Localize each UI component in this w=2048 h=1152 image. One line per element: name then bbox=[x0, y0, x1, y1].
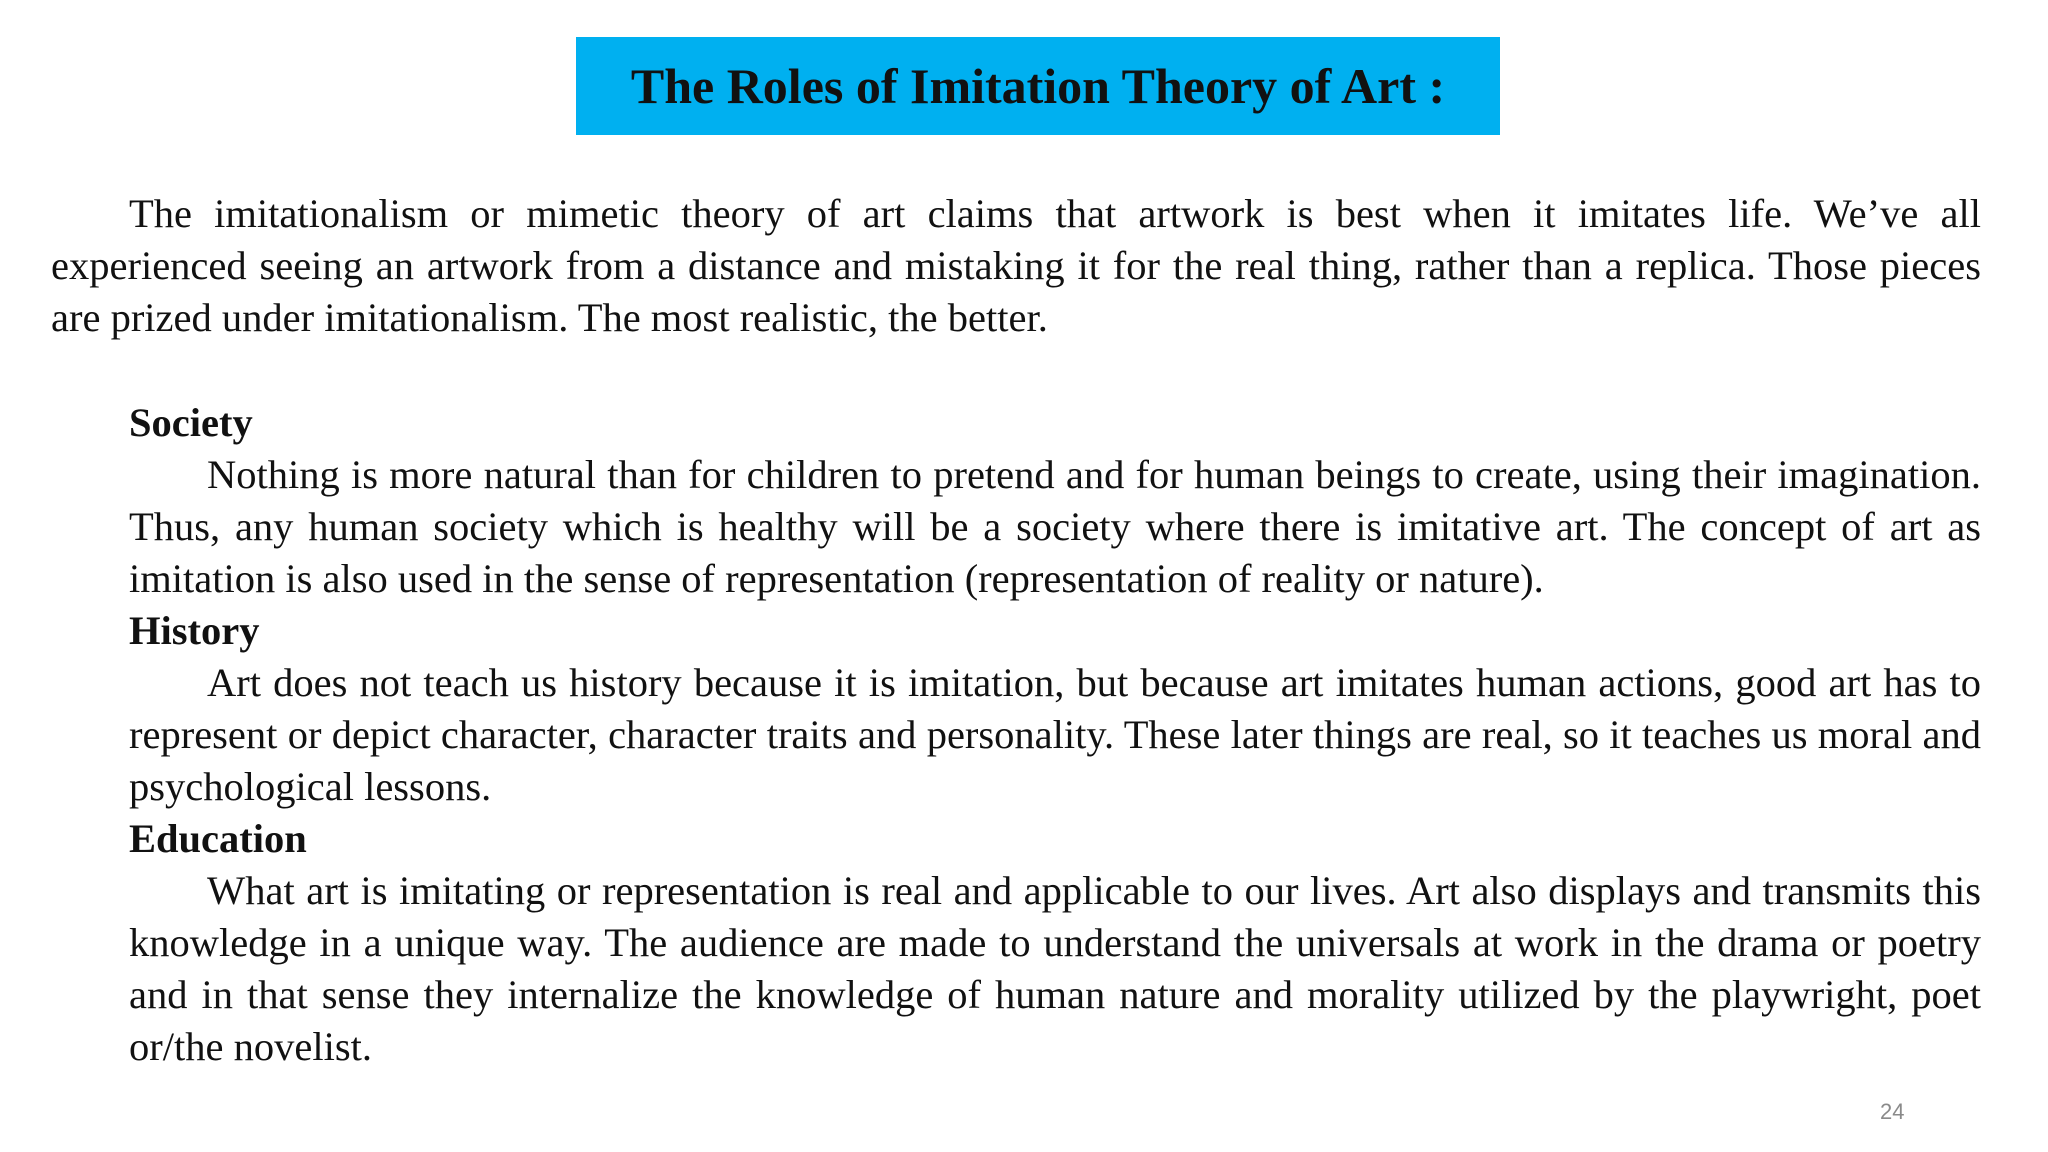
section-heading-education: Education bbox=[129, 816, 307, 861]
section-body-education: What art is imitating or representation is real and applicable to our lives. Art also displays and transmits this knowledge in a unique way. The audience are made to understand the universals at work in the drama or poetry and in that sense they internalize the knowledge of human nature and morality utilized by the playwright, poet or/the novelist. bbox=[129, 868, 1981, 1069]
slide-title: The Roles of Imitation Theory of Art : bbox=[630, 58, 1446, 114]
section-body-society: Nothing is more natural than for children to pretend and for human beings to create, using their imagination. Thus, any human society which is healthy will be a society where there is imitative art. The concept of art as imitation is also used in the sense of representation (representation of reality or nature). bbox=[129, 452, 1981, 601]
section-heading-history: History bbox=[129, 608, 260, 653]
page-number: 24 bbox=[1880, 1099, 1905, 1124]
intro-paragraph: The imitationalism or mimetic theory of art claims that artwork is best when it imitates life. We’ve all experienced seeing an artwork from a distance and mistaking it for the real thing, rather than a replica. Those pieces are prized under imitationalism. The most realistic, the better. bbox=[51, 191, 1981, 340]
title-banner bbox=[576, 37, 1500, 135]
section-heading-society: Society bbox=[129, 400, 253, 445]
section-body-history: Art does not teach us history because it is imitation, but because art imitates human actions, good art has to represent or depict character, character traits and personality. These later things are real, so it teaches us moral and psychological lessons. bbox=[129, 660, 1981, 809]
